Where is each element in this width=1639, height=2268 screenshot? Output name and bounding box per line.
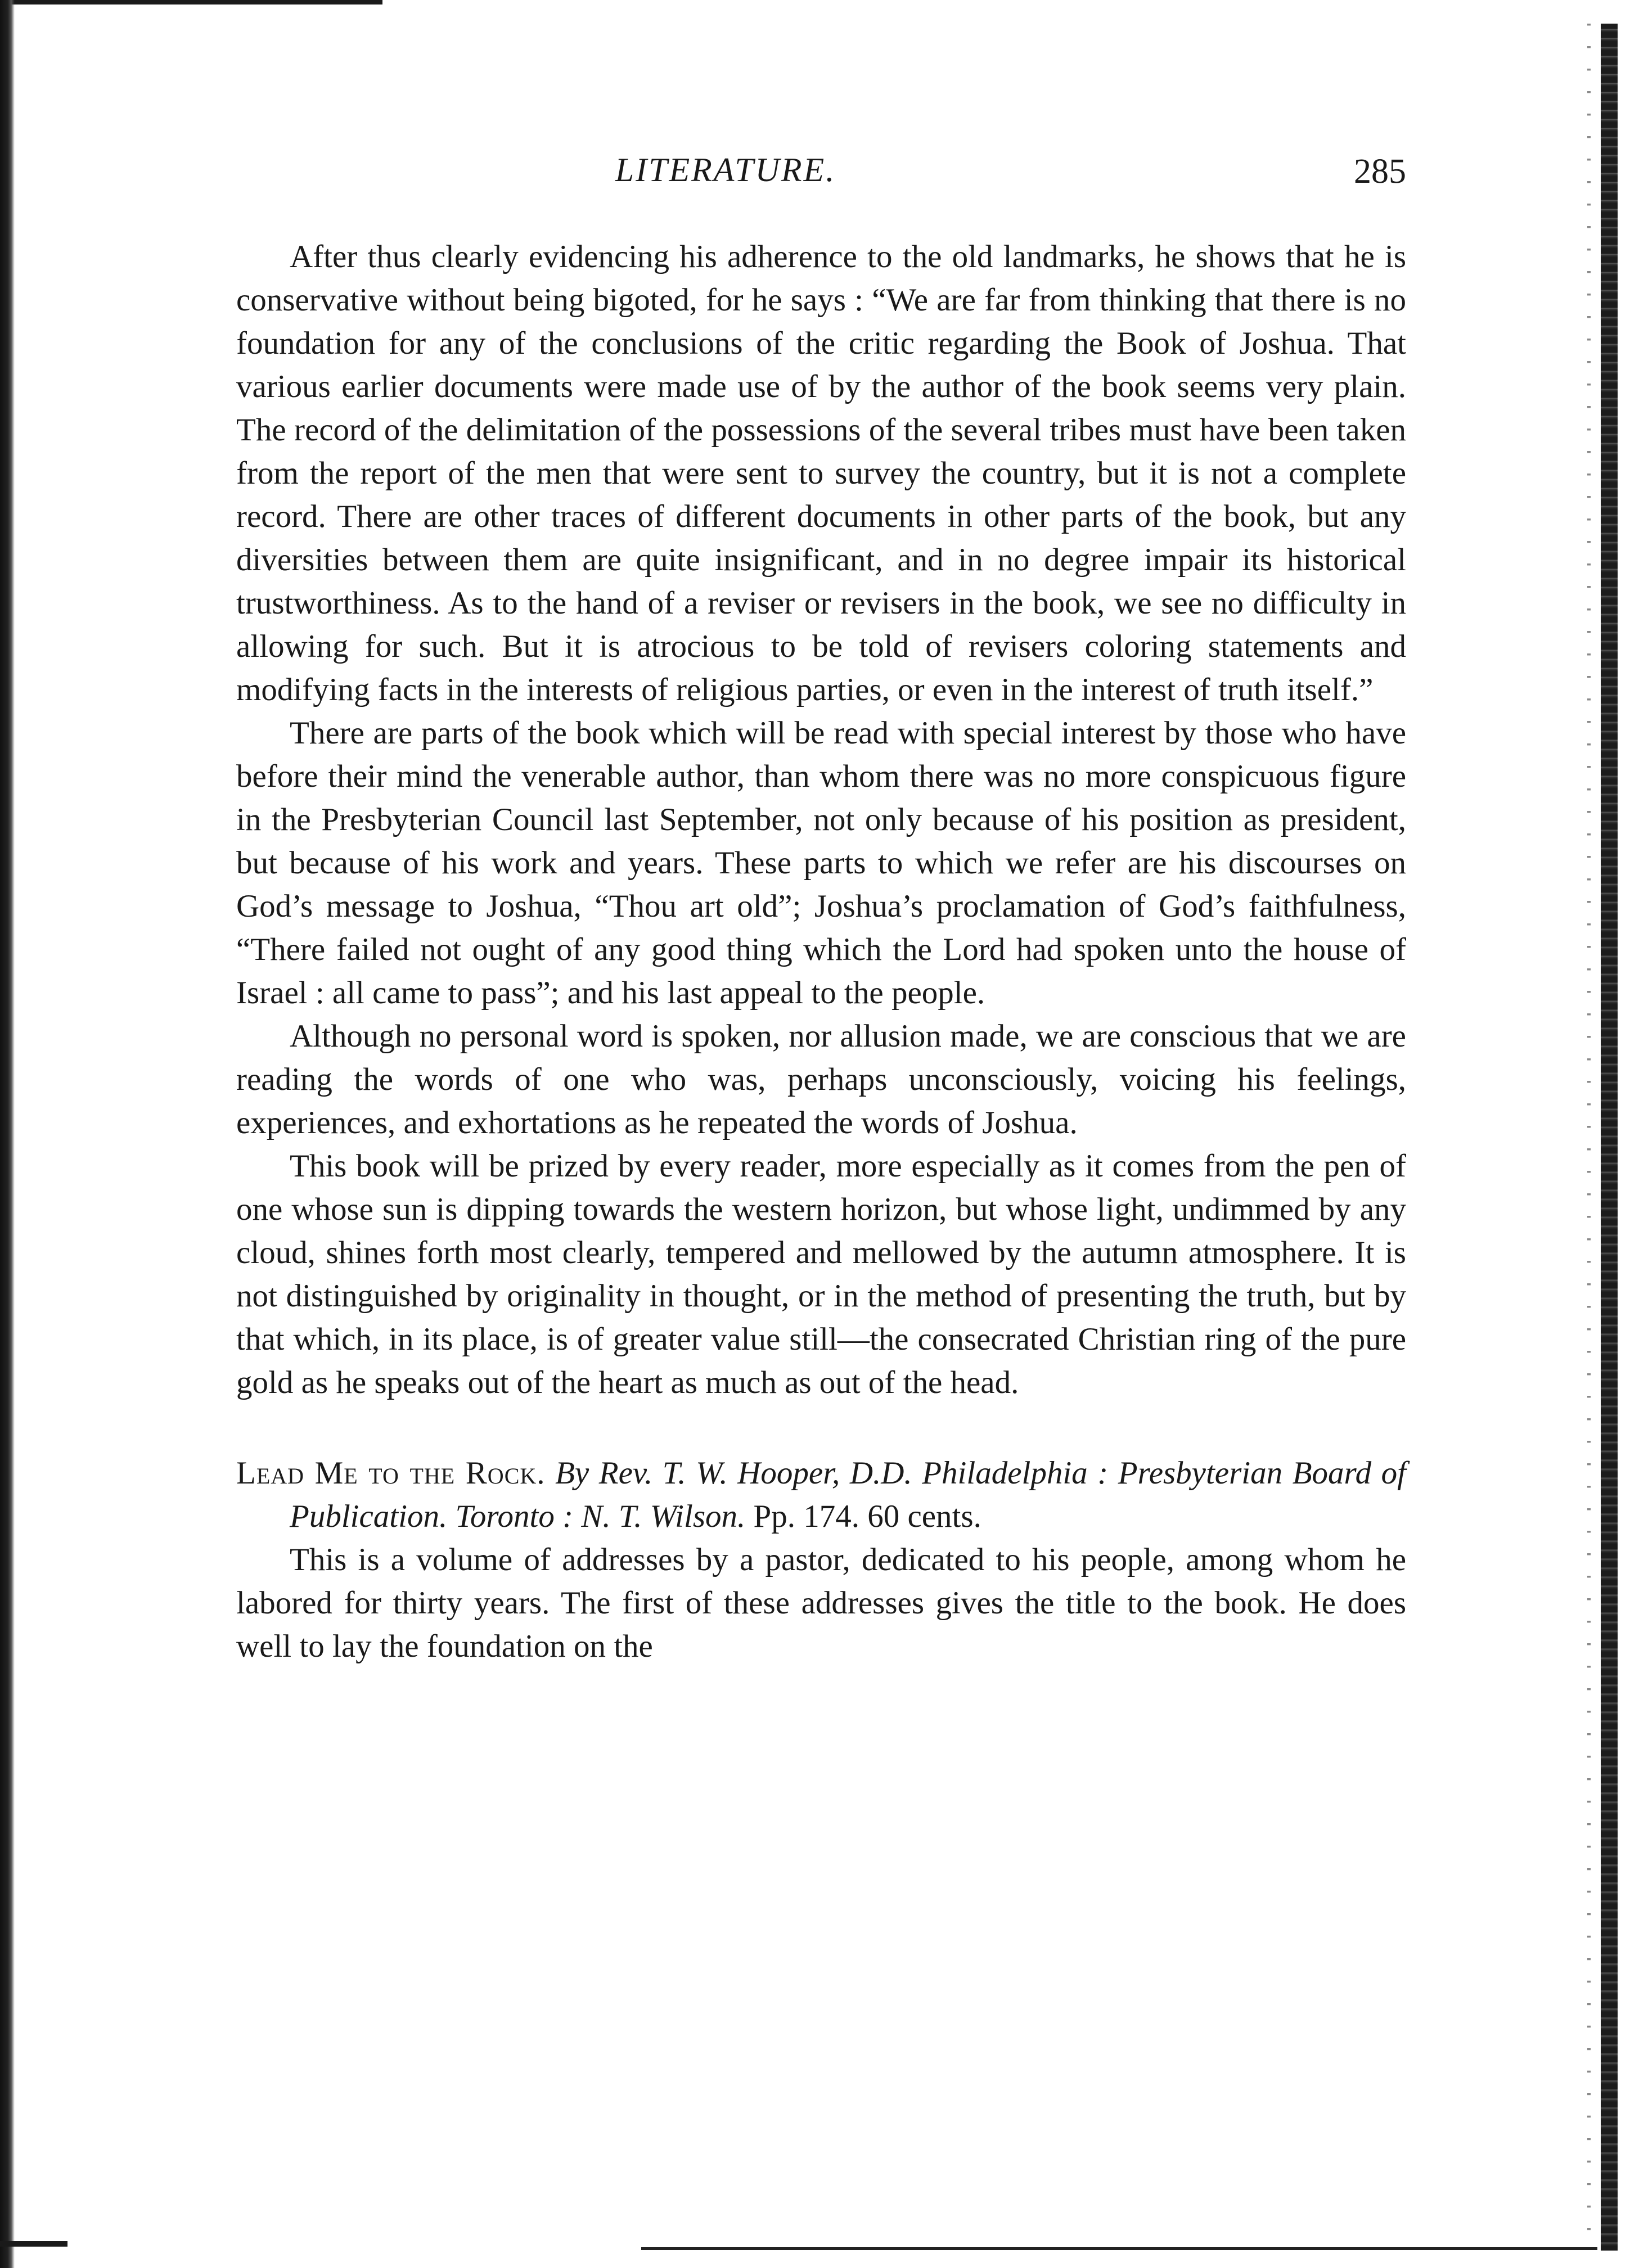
page-body: [236, 235, 1406, 1668]
scan-right-edge: [1601, 24, 1618, 2251]
scan-left-edge: [0, 0, 15, 2268]
paragraph: After thus clearly evidencing his adherence to the old landmarks, he shows that he is conservative without being bigoted, for he says : “We are far from thinking that there is no foundation for any of the conclusions of the critic regarding the Book of Joshua. That various earlier documents were made use of by the author of the book seems very plain. The record of the delimitation of the possessions of the several tribes must have been taken from the report of the men that were sent to survey the country, but it is not a complete record. There are other traces of different documents in other parts of the book, but any diversities between them are quite insignificant, and in no degree impair its historical trustworthiness. As to the hand of a reviser or revisers in the book, we see no difficulty in allowing for such. But it is atrocious to be told of revisers coloring statements and modifying facts in the interests of religious parties, or even in the interest of truth itself.”: [236, 239, 1406, 707]
scan-bottom-left-edge: [0, 2241, 67, 2247]
scan-bottom-rule: [641, 2247, 1597, 2250]
running-title: LITERATURE.: [615, 151, 836, 188]
paragraph: There are parts of the book which will be read with special interest by those who have before their mind the venerable author, than whom there was no more conspicuous figure in the Presbyterian Council last September, not only because of his position as president, but because of his work and years. These parts to which we refer are his discourses on God’s message to Joshua, “Thou art old”; Joshua’s proclamation of God’s faithfulness, “There failed not ought of any good thing which the Lord had spoken unto the house of Israel : all came to pass”; and his last appeal to the people.: [236, 715, 1406, 1011]
paragraph: Although no personal word is spoken, nor allusion made, we are conscious that we are reading the words of one who was, perhaps unconsciously, voicing his feelings, experiences, and exhortations as he repeated the words of Joshua.: [236, 1018, 1406, 1140]
review-book-title: Lead Me to the Rock.: [236, 1455, 546, 1491]
review-details: Pp. 174. 60 cents.: [753, 1499, 981, 1534]
scan-top-edge: [0, 0, 382, 4]
page-number: 285: [1354, 152, 1406, 191]
paragraph: This book will be prized by every reader, more especially as it comes from the pen of one whose sun is dipping towards the western horizon, but whose light, undimmed by any cloud, shines forth most clearly, tempered and mellowed by the autumn atmosphere. It is not distinguished by originality in thought, or in the method of presenting the truth, but by that which, in its place, is of greater value still—the consecrated Christian ring of the pure gold as he speaks out of the heart as much as out of the head.: [236, 1148, 1406, 1400]
running-head: [236, 151, 1406, 201]
scan-right-edge-shadow: [1587, 24, 1591, 2251]
review-heading: [236, 1451, 1406, 1538]
review-paragraph: This is a volume of addresses by a pastor, dedicated to his people, among whom he labored for thirty years. The first of these addresses gives the title to the book. He does well to lay the foundation on the: [236, 1542, 1406, 1664]
review-byline: By Rev. T. W. Hooper, D.D. Philadelphia : Presbyterian Board of Publication. Toronto : N. T. Wilson.: [290, 1455, 1406, 1534]
